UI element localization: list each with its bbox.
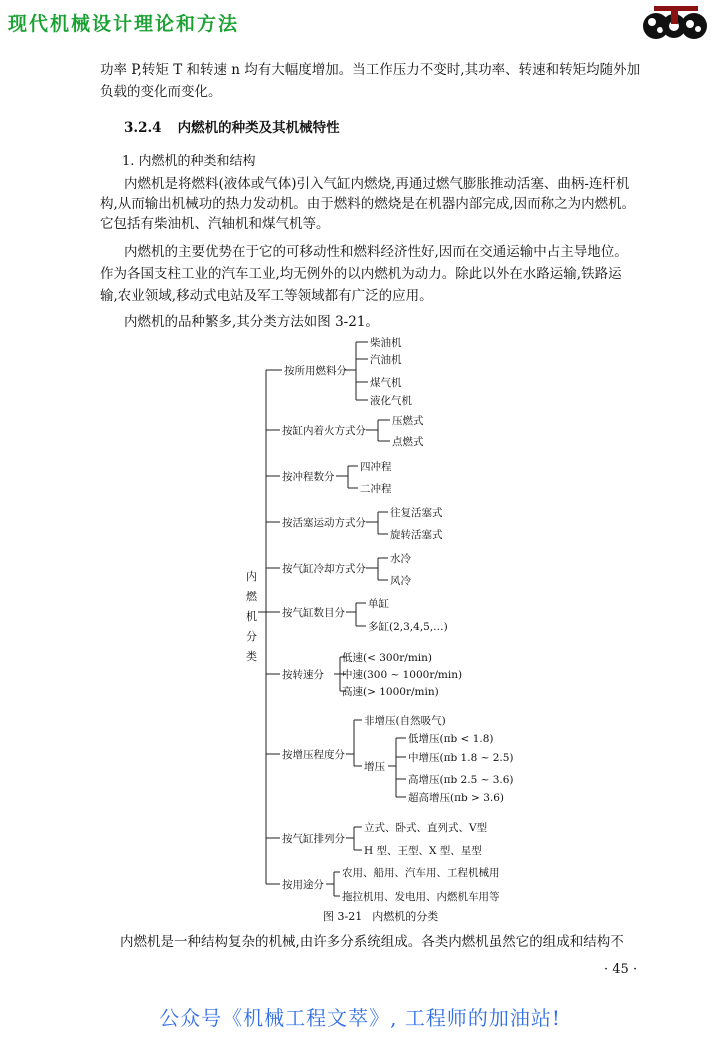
leaf-item: 多缸(2,3,4,5,…) xyxy=(368,621,448,633)
figure-title: 内燃机的分类 xyxy=(372,910,439,923)
leaf-item: 增压 xyxy=(364,761,385,773)
leaf-item: 风冷 xyxy=(390,575,411,587)
intro-line-2: 负载的变化而变化。 xyxy=(100,84,222,100)
section-number: 3.2.4 xyxy=(124,120,162,136)
paragraph-2-line-3: 输,农业领域,移动式电站及军工等领域都有广泛的应用。 xyxy=(100,288,433,304)
leaf-item: 压燃式 xyxy=(392,415,424,427)
branch-label: 按气缸排列分 xyxy=(282,833,345,845)
branch-label: 按气缸数目分 xyxy=(282,607,345,619)
leaf-item: 中速(300 ~ 1000r/min) xyxy=(342,669,463,681)
intro-line-1: 功率 P,转矩 T 和转速 n 均有大幅度增加。当工作压力不变时,其功率、转速和转矩均随外加 xyxy=(100,62,641,78)
paragraph-1-line-3: 它包括有柴油机、汽轴机和煤气机等。 xyxy=(100,216,330,232)
leaf-item: 液化气机 xyxy=(370,395,412,407)
paragraph-1-line-1: 内燃机是将燃料(液体或气体)引入气缸内燃烧,再通过燃气膨胀推动活塞、曲柄-连杆机 xyxy=(124,176,630,192)
sub-leaf-item: 中增压(πb 1.8 ~ 2.5) xyxy=(408,752,514,764)
leaf-item: 非增压(自然吸气) xyxy=(364,715,446,727)
figure-caption xyxy=(323,908,438,924)
header-title: 现代机械设计理论和方法 xyxy=(8,13,240,35)
sub-leaf-item: 低增压(πb < 1.8) xyxy=(408,733,494,745)
root-char: 内 xyxy=(246,570,257,583)
root-char: 燃 xyxy=(246,590,257,603)
leaf-item: 低速(< 300r/min) xyxy=(342,652,433,664)
branch-label: 按气缸冷却方式分 xyxy=(282,563,366,575)
branch-label: 按所用燃料分 xyxy=(284,365,347,377)
figure-number: 图 3-21 xyxy=(323,910,363,923)
sub-leaf-item: 高增压(πb 2.5 ~ 3.6) xyxy=(408,774,514,786)
branch-label: 按冲程数分 xyxy=(282,471,335,483)
leaf-item: 高速(> 1000r/min) xyxy=(342,686,439,698)
leaf-item: 四冲程 xyxy=(360,461,392,473)
root-char: 类 xyxy=(246,650,257,663)
leaf-item: 点燃式 xyxy=(392,436,424,448)
diagram-root xyxy=(246,569,258,663)
leaf-item: 旋转活塞式 xyxy=(390,529,443,541)
leaf-item: H 型、王型、X 型、星型 xyxy=(364,845,482,857)
sub-leaf-item: 超高增压(πb > 3.6) xyxy=(408,792,504,804)
page-number: · 45 · xyxy=(604,962,638,977)
leaf-item: 水冷 xyxy=(390,553,411,565)
branch-label: 按增压程度分 xyxy=(282,749,345,761)
branch-label: 按缸内着火方式分 xyxy=(282,425,366,437)
paragraph-2-line-1: 内燃机的主要优势在于它的可移动性和燃料经济性好,因而在交通运输中占主导地位。 xyxy=(124,244,628,260)
branch-label: 按转速分 xyxy=(282,669,324,681)
leaf-item: 汽油机 xyxy=(370,354,402,366)
footer-promo: 公众号《机械工程文萃》, 工程师的加油站! xyxy=(159,1006,561,1030)
root-char: 分 xyxy=(246,630,257,643)
root-char: 机 xyxy=(246,610,257,623)
leaf-item: 往复活塞式 xyxy=(390,507,443,519)
sub-heading: 1. 内燃机的种类和结构 xyxy=(122,154,256,169)
paragraph-1-line-2: 构,从而输出机械功的热力发动机。由于燃料的燃烧是在机器内部完成,因而称之为内燃机。 xyxy=(100,196,636,212)
leaf-item: 拖拉机用、发电用、内燃机车用等 xyxy=(342,891,500,903)
section-title: 内燃机的种类及其机械特性 xyxy=(177,120,340,136)
branch-label: 按活塞运动方式分 xyxy=(282,517,366,529)
leaf-item: 单缸 xyxy=(368,598,389,610)
paragraph-3: 内燃机的品种繁多,其分类方法如图 3-21。 xyxy=(124,314,379,330)
leaf-item: 农用、船用、汽车用、工程机械用 xyxy=(342,867,500,879)
leaf-item: 煤气机 xyxy=(370,377,402,389)
closing-line: 内燃机是一种结构复杂的机械,由许多分系统组成。各类内燃机虽然它的组成和结构不 xyxy=(120,934,624,950)
leaf-item: 立式、卧式、直列式、V型 xyxy=(364,822,488,834)
leaf-item: 二冲程 xyxy=(360,483,392,495)
leaf-item: 柴油机 xyxy=(370,337,402,349)
branch-label: 按用途分 xyxy=(282,879,324,891)
paragraph-2-line-2: 作为各国支柱工业的汽车工业,均无例外的以内燃机为动力。除此以外在水路运输,铁路运 xyxy=(100,266,622,282)
